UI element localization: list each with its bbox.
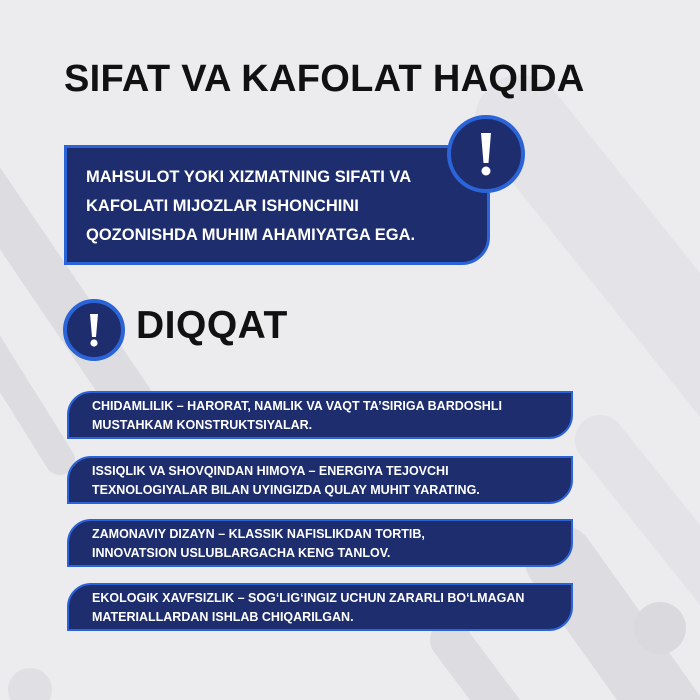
feature-line: MATERIALLARDAN ISHLAB CHIQARILGAN. — [92, 610, 354, 624]
intro-line: MAHSULOT YOKI XIZMATNING SIFATI VA — [86, 168, 412, 186]
exclamation-icon — [447, 115, 525, 193]
page-title: SIFAT VA KAFOLAT HAQIDA — [64, 58, 585, 100]
intro-line: KAFOLATI MIJOZLAR ISHONCHINI — [86, 197, 359, 215]
exclamation-icon — [63, 299, 125, 361]
feature-line: EKOLOGIK XAVFSIZLIK – SOG‘LIG‘INGIZ UCHUN ZARARLI BO‘LMAGAN — [92, 591, 525, 605]
feature-line: INNOVATSION USLUBLARGACHA KENG TANLOV. — [92, 546, 391, 560]
feature-line: TEXNOLOGIYALAR BILAN UYINGIZDA QULAY MUHIT YARATING. — [92, 483, 480, 497]
diqqat-heading: DIQQAT — [136, 304, 288, 347]
intro-text — [86, 163, 486, 250]
feature-text — [92, 397, 562, 435]
feature-line: MUSTAHKAM KONSTRUKTSIYALAR. — [92, 418, 313, 432]
intro-line: QOZONISHDA MUHIM AHAMIYATGA EGA. — [86, 226, 416, 244]
feature-text — [92, 462, 562, 500]
feature-line: ZAMONAVIY DIZAYN – KLASSIK NAFISLIKDAN TORTIB, — [92, 527, 425, 541]
feature-text — [92, 525, 562, 563]
feature-line: ISSIQLIK VA SHOVQINDAN HIMOYA – ENERGIYA TEJOVCHI — [92, 464, 449, 478]
feature-text — [92, 589, 562, 627]
feature-line: CHIDAMLILIK – HARORAT, NAMLIK VA VAQT TA’SIRIGA BARDOSHLI — [92, 399, 502, 413]
